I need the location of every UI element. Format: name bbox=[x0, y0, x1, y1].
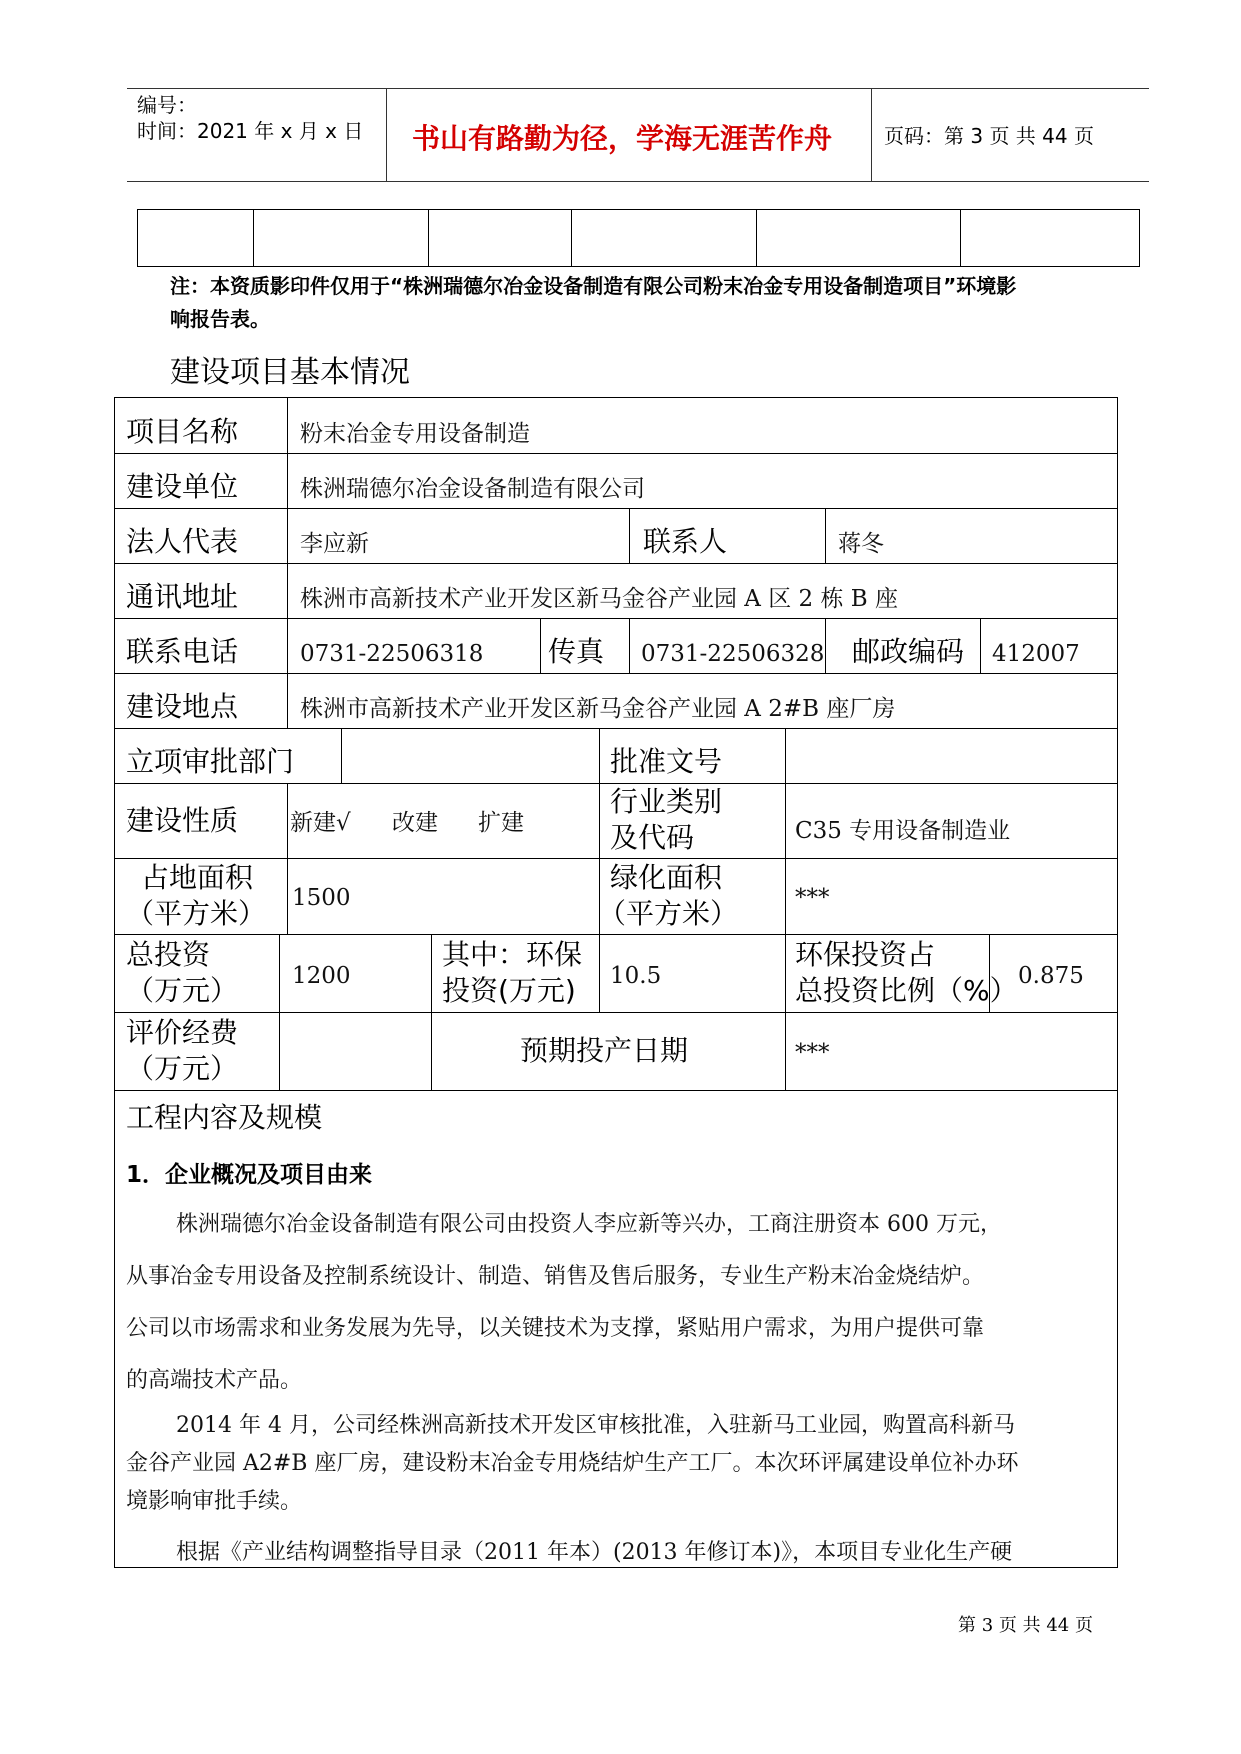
approval-dept-label: 立项审批部门 bbox=[126, 745, 295, 778]
para2-line2: 金谷产业园 A2#B 座厂房，建设粉末冶金专用烧结炉生产工厂。本次环评属建设单位补办环 bbox=[126, 1451, 1019, 1476]
legal-rep-value: 李应新 bbox=[300, 531, 369, 557]
para2-line3: 境影响审批手续。 bbox=[126, 1489, 303, 1514]
env-invest-value: 10.5 bbox=[610, 963, 662, 989]
green-label-1: 绿化面积 bbox=[610, 861, 723, 894]
contact-value: 蒋冬 bbox=[838, 531, 884, 557]
invest-label-1: 总投资 bbox=[126, 938, 211, 971]
phone-value: 0731-22506318 bbox=[300, 641, 484, 667]
para1-line1: 株洲瑞德尔冶金设备制造有限公司由投资人李应新等兴办，工商注册资本 600 万元， bbox=[176, 1212, 1002, 1237]
address-value: 株洲市高新技术产业开发区新马金谷产业园 A 区 2 栋 B 座 bbox=[300, 586, 899, 612]
section-title: 建设项目基本情况 bbox=[170, 355, 410, 390]
nature-new: 新建√ bbox=[290, 810, 351, 836]
ratio-label-2: 总投资比例（%） bbox=[795, 974, 1018, 1007]
para1-line3: 公司以市场需求和业务发展为先导，以关键技术为支撑，紧贴用户需求，为用户提供可靠 bbox=[126, 1316, 985, 1341]
phone-label: 联系电话 bbox=[126, 635, 239, 668]
project-name-label: 项目名称 bbox=[126, 415, 239, 448]
note-line-2: 响报告表。 bbox=[170, 307, 270, 331]
address-label: 通讯地址 bbox=[126, 580, 239, 613]
project-name-value: 粉末冶金专用设备制造 bbox=[300, 421, 530, 447]
header-bottom-rule bbox=[127, 181, 1149, 182]
para2-line1: 2014 年 4 月，公司经株洲高新技术开发区审核批准，入驻新马工业园，购置高科新马 bbox=[176, 1413, 1015, 1438]
invest-label-2: （万元） bbox=[126, 974, 239, 1007]
industry-label-1: 行业类别 bbox=[610, 785, 723, 818]
content-title: 工程内容及规模 bbox=[126, 1101, 323, 1134]
para1-line2: 从事冶金专用设备及控制系统设计、制造、销售及售后服务，专业生产粉末冶金烧结炉。 bbox=[126, 1264, 985, 1289]
header-divider-right bbox=[871, 88, 872, 182]
serial-label: 编号： bbox=[137, 93, 197, 117]
nature-rebuild: 改建 bbox=[392, 810, 438, 836]
fax-label: 传真 bbox=[548, 635, 605, 668]
approval-no-label: 批准文号 bbox=[610, 745, 723, 778]
green-label-2: （平方米） bbox=[598, 897, 739, 930]
fee-label-1: 评价经费 bbox=[126, 1016, 239, 1049]
industry-value: C35 专用设备制造业 bbox=[795, 818, 1011, 844]
header-divider-left bbox=[386, 88, 387, 182]
green-value: *** bbox=[795, 885, 830, 911]
postcode-label: 邮政编码 bbox=[852, 635, 965, 668]
contact-label: 联系人 bbox=[643, 525, 728, 558]
builder-label: 建设单位 bbox=[126, 470, 239, 503]
industry-label-2: 及代码 bbox=[610, 821, 695, 854]
ratio-label-1: 环保投资占 bbox=[795, 938, 936, 971]
content-subtitle: 1．企业概况及项目由来 bbox=[126, 1162, 373, 1188]
builder-value: 株洲瑞德尔冶金设备制造有限公司 bbox=[300, 476, 645, 502]
invest-value: 1200 bbox=[292, 963, 351, 989]
env-invest-label-2: 投资(万元) bbox=[442, 974, 576, 1007]
ratio-value: 0.875 bbox=[1018, 963, 1084, 989]
area-label-1: 占地面积 bbox=[141, 861, 254, 894]
area-value: 1500 bbox=[292, 885, 351, 911]
fax-value: 0731-22506328 bbox=[641, 641, 825, 667]
prod-date-value: *** bbox=[795, 1040, 830, 1066]
empty-signature-row bbox=[137, 209, 1140, 267]
nature-label: 建设性质 bbox=[126, 804, 239, 837]
page-label: 页码：第 3 页 共 44 页 bbox=[884, 124, 1094, 148]
env-invest-label-1: 其中：环保 bbox=[442, 938, 583, 971]
time-label: 时间：2021 年 x 月 x 日 bbox=[137, 119, 364, 143]
header-top-rule bbox=[127, 88, 1149, 89]
fee-label-2: （万元） bbox=[126, 1052, 239, 1085]
note-line-1: 注：本资质影印件仅用于“株洲瑞德尔冶金设备制造有限公司粉末冶金专用设备制造项目”环境影 bbox=[170, 274, 1017, 298]
nature-expand: 扩建 bbox=[478, 810, 524, 836]
legal-rep-label: 法人代表 bbox=[126, 525, 239, 558]
motto: 书山有路勤为径，学海无涯苦作舟 bbox=[412, 122, 833, 155]
site-label: 建设地点 bbox=[126, 690, 239, 723]
prod-date-label: 预期投产日期 bbox=[520, 1034, 689, 1067]
postcode-value: 412007 bbox=[992, 641, 1080, 667]
site-value: 株洲市高新技术产业开发区新马金谷产业园 A 2#B 座厂房 bbox=[300, 696, 896, 722]
para1-line4: 的高端技术产品。 bbox=[126, 1368, 303, 1393]
area-label-2: （平方米） bbox=[126, 897, 267, 930]
para3-line1: 根据《产业结构调整指导目录（2011 年本）(2013 年修订本)》，本项目专业化生产硬 bbox=[176, 1540, 1013, 1565]
page-footer: 第 3 页 共 44 页 bbox=[958, 1615, 1093, 1636]
